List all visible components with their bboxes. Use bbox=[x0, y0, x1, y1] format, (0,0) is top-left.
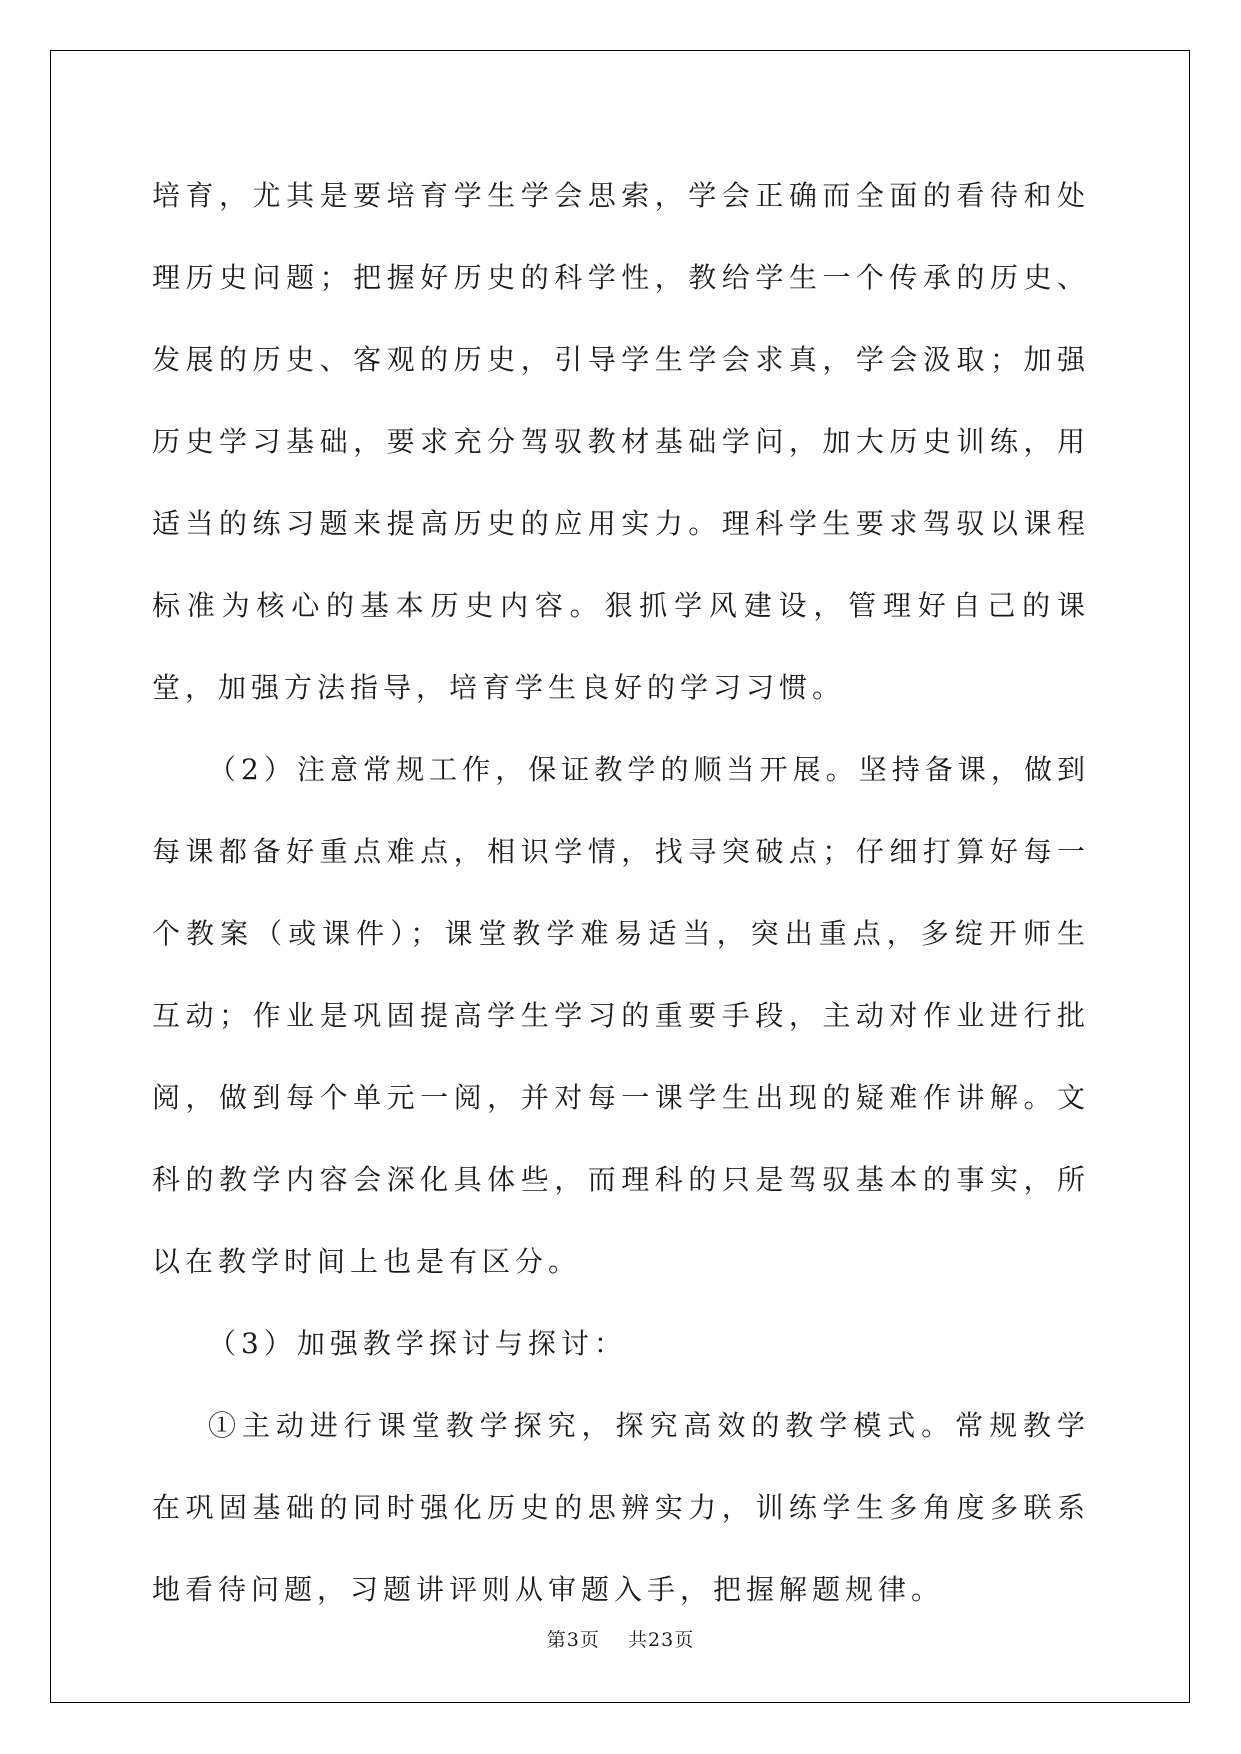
page-footer bbox=[0, 1625, 1241, 1652]
page-number: 第3页 bbox=[546, 1629, 600, 1651]
paragraph-4: ①主动进行课堂教学探究，探究高效的教学模式。常规教学在巩固基础的同时强化历史的思辨实力，训练学生多角度多联系地看待问题，习题讲评则从审题入手，把握解题规律。 bbox=[152, 1409, 1090, 1606]
paragraph-1: 培育，尤其是要培育学生学会思索，学会正确而全面的看待和处理历史问题；把握好历史的科学性，教给学生一个传承的历史、发展的历史、客观的历史，引导学生学会求真，学会汲取；加强历史学习基础，要求充分驾驭教材基础学问，加大历史训练，用适当的练习题来提高历史的应用实力。理科学生要求驾驭以课程标准为核心的基本历史内容。狠抓学风建设，管理好自己的课堂，加强方法指导，培育学生良好的学习习惯。 bbox=[152, 179, 1090, 704]
paragraph-3: （3）加强教学探讨与探讨： bbox=[208, 1327, 627, 1360]
page-total: 共23页 bbox=[628, 1629, 695, 1651]
document-body bbox=[152, 155, 1090, 1631]
paragraph-2: （2）注意常规工作，保证教学的顺当开展。坚持备课，做到每课都备好重点难点，相识学情，找寻突破点；仔细打算好每一个教案（或课件）；课堂教学难易适当，突出重点，多绽开师生互动；作业是巩固提高学生学习的重要手段，主动对作业进行批阅，做到每个单元一阅，并对每一课学生出现的疑难作讲解。文科的教学内容会深化具体些，而理科的只是驾驭基本的事实，所以在教学时间上也是有区分。 bbox=[152, 753, 1090, 1278]
